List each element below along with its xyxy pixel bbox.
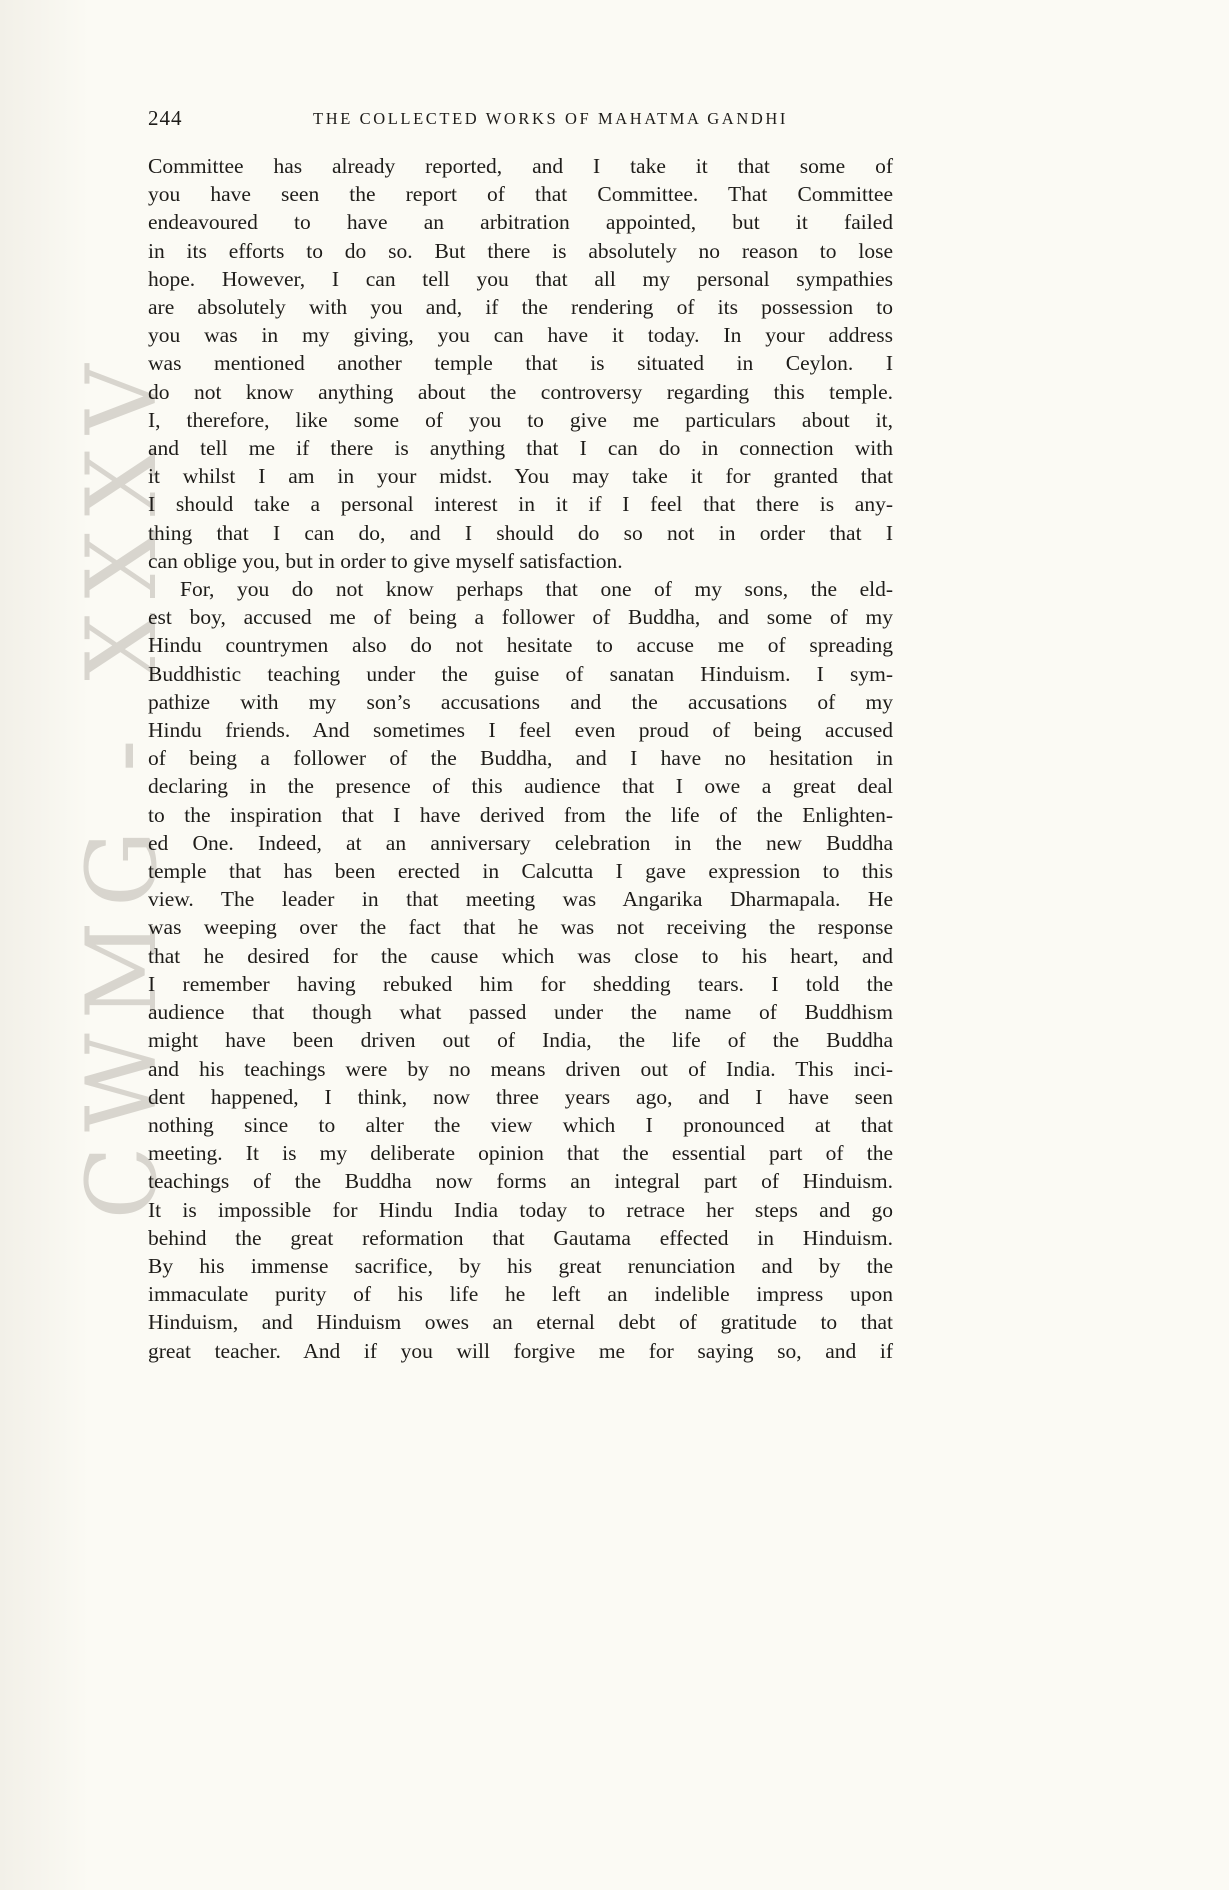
text-line: By his immense sacrifice, by his great renunciation and by the [148,1253,893,1278]
text-line: that he desired for the cause which was close to his heart, and [148,943,893,968]
paragraph [148,575,893,1365]
text-line: I remember having rebuked him for shedding tears. I told the [148,971,893,996]
text-line: hope. However, I can tell you that all my personal sympathies [148,266,893,291]
text-line: immaculate purity of his life he left an indelible impress upon [148,1282,893,1307]
text-line: Buddhistic teaching under the guise of sanatan Hinduism. I sym- [148,661,893,686]
page-body [148,152,893,1365]
text-line: behind the great reformation that Gautama effected in Hinduism. [148,1225,893,1250]
text-line: It is impossible for Hindu India today to retrace her steps and go [148,1197,893,1222]
text-line: I should take a personal interest in it if I feel that there is any- [148,492,893,517]
text-line: thing that I can do, and I should do so not in order that I [148,520,893,545]
text-line: declaring in the presence of this audience that I owe a great deal [148,774,893,799]
running-header [148,106,893,134]
paragraph [148,152,893,575]
book-title: THE COLLECTED WORKS OF MAHATMA GANDHI [313,109,788,128]
text-line: to the inspiration that I have derived from the life of the Enlighten- [148,802,893,827]
text-line: view. The leader in that meeting was Angarika Dharmapala. He [148,887,893,912]
text-line: can oblige you, but in order to give myself satisfaction. [148,548,623,573]
text-line: are absolutely with you and, if the rendering of its possession to [148,295,893,320]
text-line: meeting. It is my deliberate opinion that the essential part of the [148,1141,893,1166]
text-line: For, you do not know perhaps that one of my sons, the eld- [180,577,893,602]
page-number: 244 [148,106,183,130]
text-line: temple that has been erected in Calcutta I gave expression to this [148,859,893,884]
text-line: it whilst I am in your midst. You may take it for granted that [148,464,893,489]
text-line: was weeping over the fact that he was not receiving the response [148,915,893,940]
text-line: teachings of the Buddha now forms an integral part of Hinduism. [148,1169,893,1194]
text-line: nothing since to alter the view which I pronounced at that [148,1112,893,1137]
text-line: endeavoured to have an arbitration appointed, but it failed [148,210,893,235]
text-line: Hinduism, and Hinduism owes an eternal debt of gratitude to that [148,1310,893,1335]
text-line: Hindu countrymen also do not hesitate to accuse me of spreading [148,633,893,658]
text-line: Hindu friends. And sometimes I feel even proud of being accused [148,718,893,743]
text-line: great teacher. And if you will forgive me for saying so, and if [148,1338,893,1363]
text-line: est boy, accused me of being a follower of Buddha, and some of my [148,605,893,630]
text-line: ed One. Indeed, at an anniversary celebration in the new Buddha [148,830,893,855]
text-line: Committee has already reported, and I take it that some of [148,154,893,178]
volume-watermark: CWMG - XXXV [66,350,178,1220]
text-line: you was in my giving, you can have it today. In your address [148,323,893,348]
text-line: of being a follower of the Buddha, and I have no hesitation in [148,746,893,771]
text-line: might have been driven out of India, the life of the Buddha [148,1028,893,1053]
text-line: pathize with my son’s accusations and the accusations of my [148,689,893,714]
text-line: and tell me if there is anything that I can do in connection with [148,436,893,461]
text-line: do not know anything about the controversy regarding this temple. [148,379,893,404]
text-line: in its efforts to do so. But there is absolutely no reason to lose [148,238,893,263]
text-line: audience that though what passed under the name of Buddhism [148,1000,893,1025]
text-line: you have seen the report of that Committee. That Committee [148,182,893,207]
text-line: I, therefore, like some of you to give me particulars about it, [148,407,893,432]
text-line: was mentioned another temple that is situated in Ceylon. I [148,351,893,376]
text-line: dent happened, I think, now three years ago, and I have seen [148,1084,893,1109]
text-line: and his teachings were by no means driven out of India. This inci- [148,1056,893,1081]
